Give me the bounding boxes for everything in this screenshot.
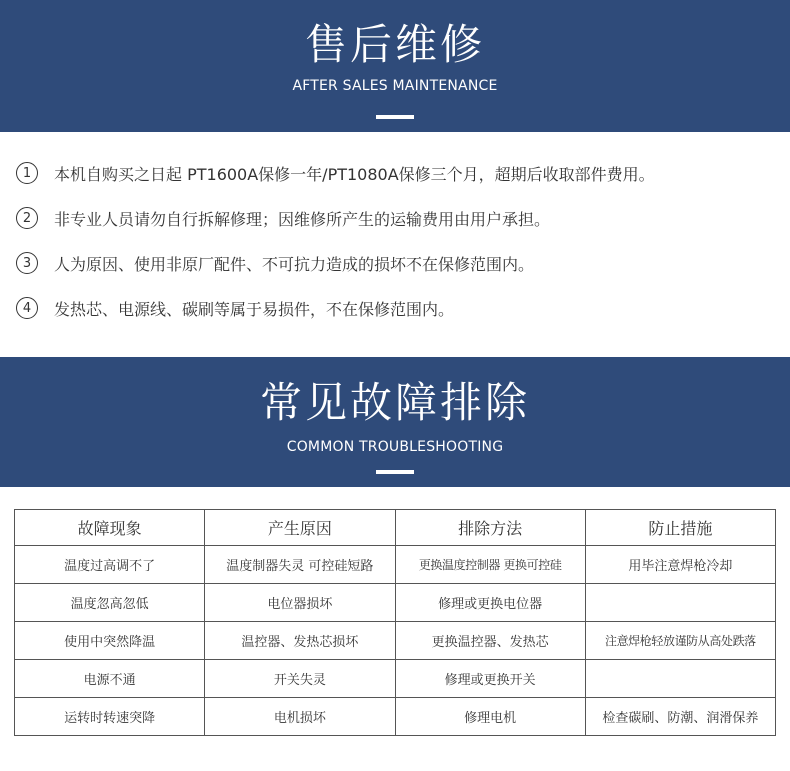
header-prevention: 防止措施 [585,510,775,546]
prevention-cell: 注意焊枪轻放谨防从高处跌落 [585,622,775,660]
symptom-cell: 温度过高调不了 [15,546,205,584]
troubleshooting-table [14,509,776,736]
after-sales-subtitle: AFTER SALES MAINTENANCE [292,78,498,94]
title-underline [376,470,414,474]
header-solution: 排除方法 [395,510,585,546]
cause-cell: 温控器、发热芯损坏 [205,622,395,660]
cause-cell: 开关失灵 [205,660,395,698]
symptom-cell: 温度忽高忽低 [15,584,205,622]
header-symptom: 故障现象 [15,510,205,546]
term-text: 发热芯、电源线、碳刷等属于易损件，不在保修范围内。 [54,299,455,319]
symptom-cell: 电源不通 [15,660,205,698]
warranty-term [16,203,550,233]
title-underline [376,115,414,119]
table-row [15,698,776,736]
solution-cell: 更换温度控制器 更换可控硅 [395,546,585,584]
header-cause: 产生原因 [205,510,395,546]
troubleshooting-title: 常见故障排除 [259,378,530,427]
term-text: 人为原因、使用非原厂配件、不可抗力造成的损坏不在保修范围内。 [54,254,535,274]
term-number-badge: 1 [16,162,38,184]
solution-cell: 修理电机 [395,698,585,736]
symptom-cell: 使用中突然降温 [15,622,205,660]
prevention-cell: 用毕注意焊枪冷却 [585,546,775,584]
prevention-cell: 检查碳刷、防潮、润滑保养 [585,698,775,736]
table-row [15,660,776,698]
warranty-term [16,248,534,278]
symptom-cell: 运转时转速突降 [15,698,205,736]
term-number-badge: 2 [16,207,38,229]
prevention-cell [585,584,775,622]
term-text: 非专业人员请勿自行拆解修理；因维修所产生的运输费用由用户承担。 [54,209,551,229]
warranty-term [16,293,454,323]
troubleshooting-subtitle: COMMON TROUBLESHOOTING [286,439,504,455]
table-row [15,622,776,660]
cause-cell: 电机损坏 [205,698,395,736]
cause-cell: 电位器损坏 [205,584,395,622]
cause-cell: 温度制器失灵 可控硅短路 [205,546,395,584]
table-row [15,584,776,622]
troubleshooting-banner [0,357,790,487]
term-number-badge: 4 [16,297,38,319]
after-sales-title: 售后维修 [304,20,485,69]
warranty-term [16,158,655,188]
solution-cell: 修理或更换开关 [395,660,585,698]
solution-cell: 修理或更换电位器 [395,584,585,622]
prevention-cell [585,660,775,698]
term-number-badge: 3 [16,252,38,274]
after-sales-banner [0,0,790,132]
table-header-row [15,510,776,546]
solution-cell: 更换温控器、发热芯 [395,622,585,660]
term-text: 本机自购买之日起 PT1600A保修一年/PT1080A保修三个月，超期后收取部件费用。 [54,164,655,184]
table-row [15,546,776,584]
